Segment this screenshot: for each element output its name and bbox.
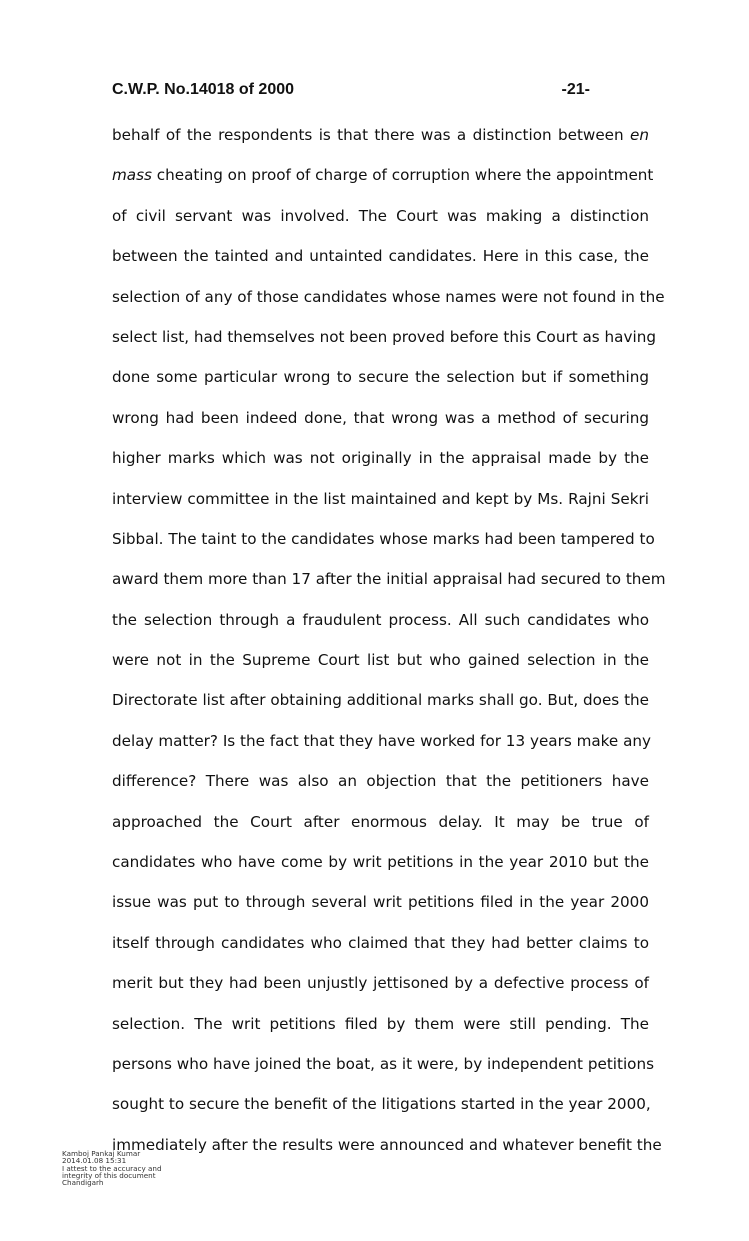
body-line: higher marks which was not originally in the appraisal made by the [112, 449, 649, 468]
body-line: the selection through a fraudulent process. All such candidates who [112, 610, 649, 629]
body-line: difference? There was also an objection that the petitioners have [112, 772, 649, 791]
body-line: select list, had themselves not been proved before this Court as having [112, 327, 656, 346]
body-line: of civil servant was involved. The Court was making a distinction [112, 206, 649, 225]
body-line [112, 115, 649, 155]
signature-place: Chandigarh [62, 1178, 104, 1188]
body-line: Directorate list after obtaining additional marks shall go. But, does the [112, 691, 649, 710]
attestation-text: I attest to the accuracy and [62, 1163, 162, 1173]
body-line: selection of any of those candidates whose names were not found in the [112, 287, 665, 306]
body-line [112, 155, 654, 195]
page-header [112, 79, 590, 101]
body-line: immediately after the results were announced and whatever benefit the [112, 1135, 662, 1154]
body-line: interview committee in the list maintained and kept by Ms. Rajni Sekri [112, 489, 649, 508]
body-line: delay matter? Is the fact that they have worked for 13 years make any [112, 731, 652, 750]
body-line: selection. The writ petitions filed by them were still pending. The [112, 1014, 649, 1033]
body-line: Sibbal. The taint to the candidates whose marks had been tampered to [112, 529, 655, 548]
italic-term: en [630, 126, 649, 144]
case-number: C.W.P. No.14018 of 2000 [112, 81, 295, 98]
body-line-text: behalf of the respondents is that there was a distinction between [112, 126, 631, 144]
body-line: award them more than 17 after the initial appraisal had secured to them [112, 570, 666, 589]
body-line: merit but they had been unjustly jettisoned by a defective process of [112, 974, 649, 993]
body-line: done some particular wrong to secure the selection but if something [112, 368, 649, 387]
body-line: approached the Court after enormous delay. It may be true of [112, 812, 649, 831]
body-line: wrong had been indeed done, that wrong was a method of securing [112, 408, 649, 427]
body-line: issue was put to through several writ petitions filed in the year 2000 [112, 893, 649, 912]
body-line: were not in the Supreme Court list but who gained selection in the [112, 651, 649, 670]
certification-stamp [62, 1150, 162, 1186]
body-line: candidates who have come by writ petitions in the year 2010 but the [112, 853, 649, 872]
body-line: itself through candidates who claimed that they had better claims to [112, 933, 649, 952]
judgment-body [112, 115, 666, 1165]
body-line: persons who have joined the boat, as it were, by independent petitions [112, 1054, 655, 1073]
body-line-text: cheating on proof of charge of corruption where the appointment [151, 166, 654, 185]
body-line: between the tainted and untainted candidates. Here in this case, the [112, 247, 649, 266]
italic-term: mass [112, 166, 152, 185]
signer-name: Kamboj Pankaj Kumar [62, 1149, 141, 1158]
page-number: -21- [561, 81, 590, 98]
body-line: sought to secure the benefit of the litigations started in the year 2000, [112, 1095, 651, 1114]
attestation-text: integrity of this document [62, 1170, 156, 1180]
signature-timestamp: 2014.01.08 15:31 [62, 1156, 127, 1166]
